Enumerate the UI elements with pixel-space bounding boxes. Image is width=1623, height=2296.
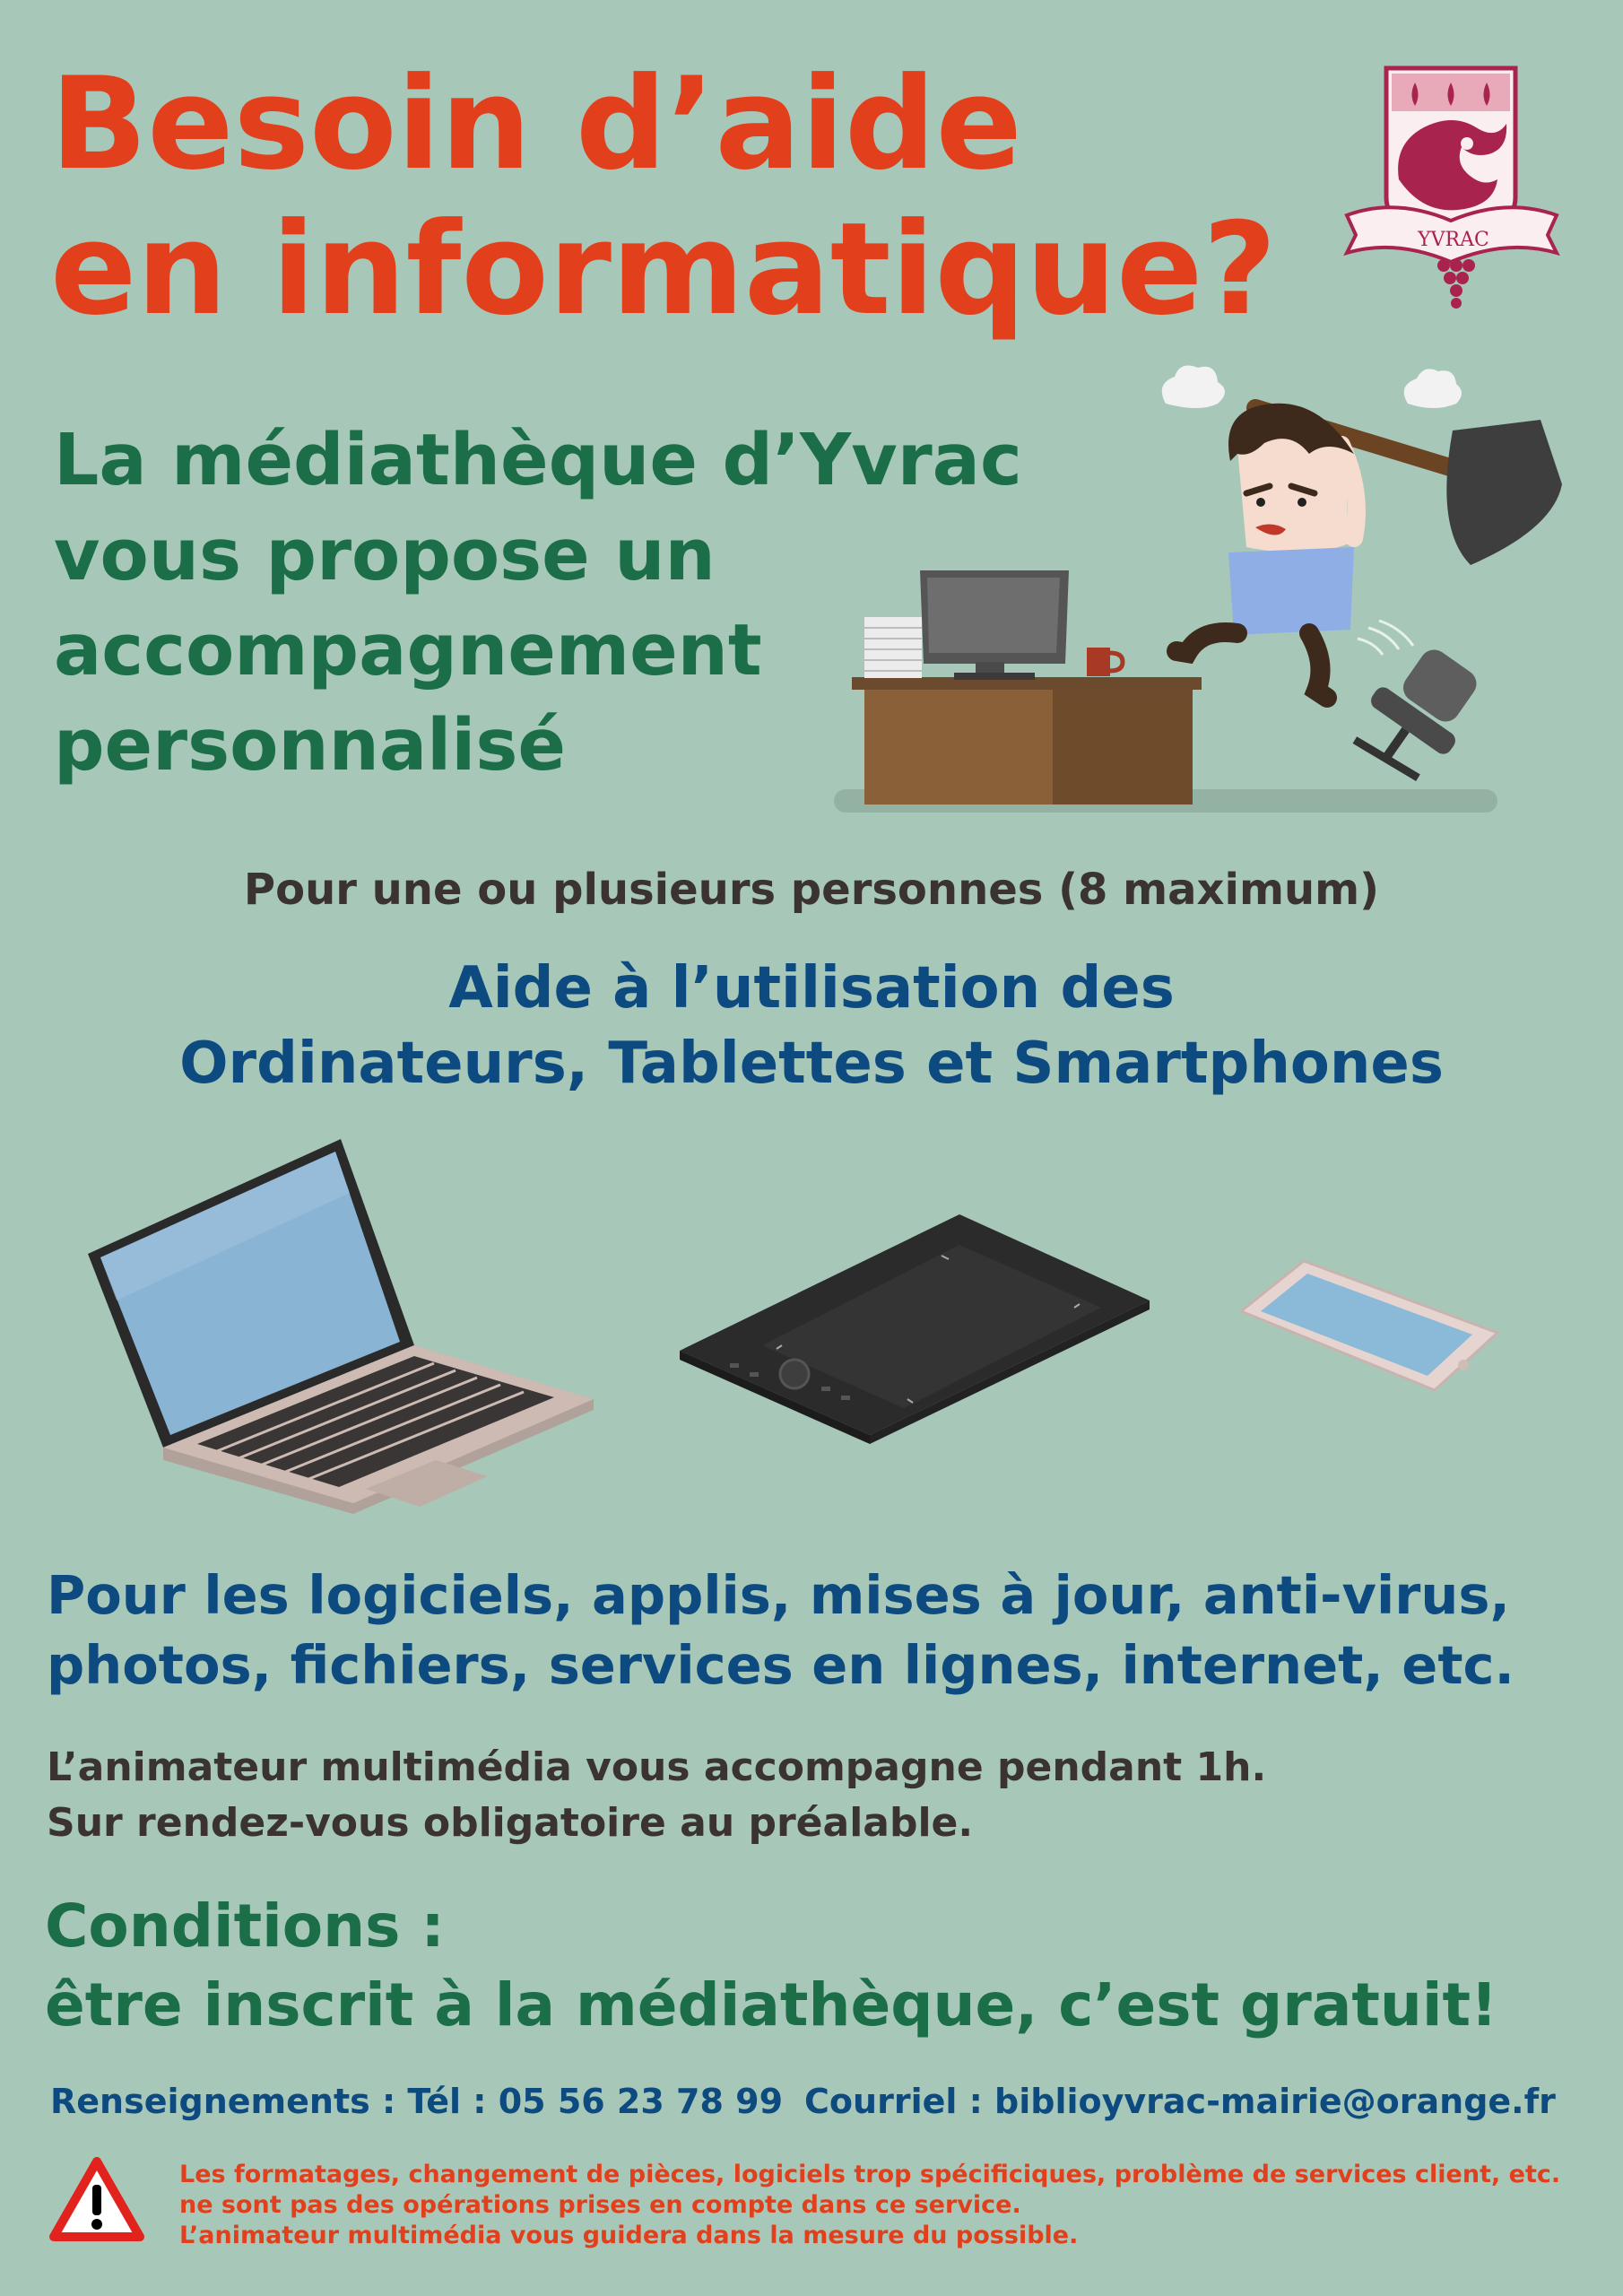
contact-email[interactable]: Courriel : biblioyvrac-mairie@orange.fr bbox=[804, 2082, 1556, 2121]
smartphone-illustration bbox=[1237, 1256, 1506, 1399]
conditions-text bbox=[45, 1887, 1623, 2045]
animator-line-2: Sur rendez-vous obligatoire au préalable. bbox=[47, 1800, 974, 1846]
graphics-tablet-illustration bbox=[673, 1211, 1157, 1444]
usages-line-2: photos, fichiers, services en lignes, internet, etc. bbox=[47, 1634, 1515, 1696]
usages-line-1: Pour les logiciels, applis, mises à jour, anti-virus, bbox=[47, 1564, 1510, 1626]
subtitle-line-2: vous propose un bbox=[54, 514, 716, 596]
usages-text bbox=[47, 1561, 1607, 1700]
warning-line-1: Les formatages, changement de pièces, logiciels trop spécificiques, problème de services client, etc. bbox=[179, 2161, 1561, 2188]
title-line-2: en informatique? bbox=[50, 196, 1277, 344]
animator-line-1: L’animateur multimédia vous accompagne pendant 1h. bbox=[47, 1744, 1267, 1790]
yvrac-logo bbox=[1341, 63, 1566, 314]
logo-banner-text: YVRAC bbox=[1418, 229, 1489, 251]
warning-text bbox=[179, 2160, 1605, 2251]
subtitle-line-3: accompagnement bbox=[54, 609, 762, 691]
devices-heading-line-1: Aide à l’utilisation des bbox=[448, 955, 1175, 1022]
animator-text bbox=[47, 1740, 1571, 1851]
warning-line-3: L’animateur multimédia vous guidera dans la mesure du possible. bbox=[179, 2222, 1079, 2249]
subtitle-line-1: La médiathèque d’Yvrac bbox=[54, 419, 1022, 501]
conditions-line-2: être inscrit à la médiathèque, c’est gratuit! bbox=[45, 1970, 1498, 2039]
laptop-illustration bbox=[81, 1130, 601, 1525]
warning-line-2: ne sont pas des opérations prises en compte dans ce service. bbox=[179, 2191, 1021, 2219]
title-line-1: Besoin d’aide bbox=[50, 50, 1022, 198]
persons-info: Pour une ou plusieurs personnes (8 maximum) bbox=[243, 865, 1380, 915]
warning-triangle-icon bbox=[48, 2156, 145, 2242]
angry-man-hammer-illustration bbox=[825, 368, 1560, 816]
contact-phone: Renseignements : Tél : 05 56 23 78 99 bbox=[50, 2082, 784, 2121]
devices-heading-line-2: Ordinateurs, Tablettes et Smartphones bbox=[179, 1031, 1444, 1097]
conditions-line-1: Conditions : bbox=[45, 1892, 445, 1961]
poster-title bbox=[50, 52, 1324, 343]
contact-info bbox=[50, 2079, 1623, 2124]
subtitle-line-4: personnalisé bbox=[54, 704, 566, 787]
subtitle bbox=[54, 413, 1022, 793]
devices-heading bbox=[0, 951, 1623, 1101]
